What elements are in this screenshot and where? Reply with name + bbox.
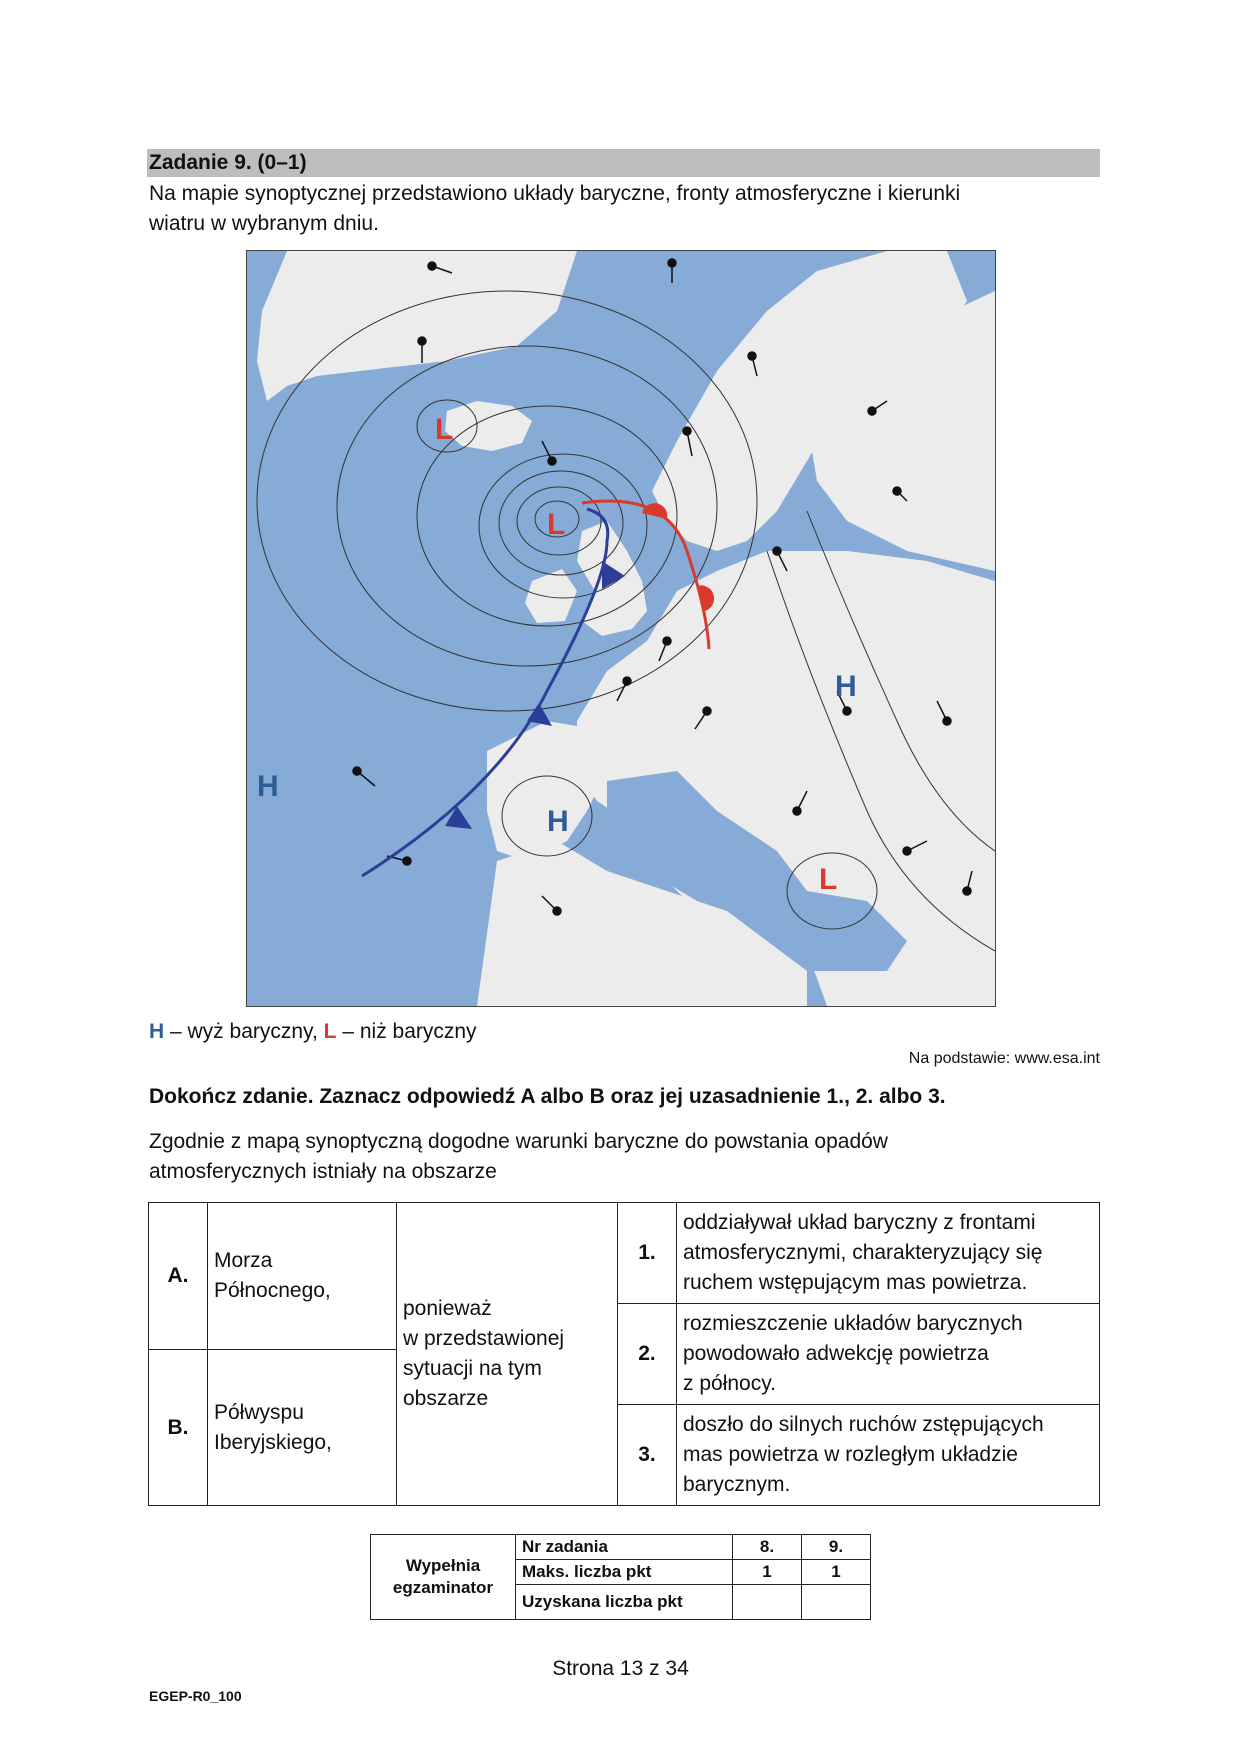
- task-instruction: Dokończ zdanie. Zaznacz odpowiedź A albo B oraz jej uzasadnienie 1., 2. albo 3.: [149, 1085, 946, 1108]
- reason-3-line-3: barycznym.: [683, 1473, 791, 1496]
- connector-line-1: ponieważ: [403, 1297, 492, 1320]
- reason-1-number[interactable]: 1.: [618, 1203, 677, 1304]
- legend-low-symbol: L: [323, 1020, 337, 1043]
- legend-low-text: – niż baryczny: [336, 1020, 477, 1043]
- high-label: H: [835, 670, 857, 703]
- low-label: L: [819, 863, 838, 896]
- row-max-points-label: Maks. liczba pkt: [516, 1560, 733, 1585]
- option-b-line-1: Półwyspu: [214, 1400, 304, 1424]
- reason-1-line-2: atmosferycznymi, charakteryzujący się: [683, 1241, 1043, 1264]
- reason-1-text[interactable]: [677, 1203, 1100, 1304]
- option-a-line-1: Morza: [214, 1249, 273, 1272]
- task-9-earned-points[interactable]: [802, 1585, 871, 1620]
- question-line-2: atmosferycznych istniały na obszarze: [149, 1160, 497, 1183]
- option-a-text[interactable]: [208, 1203, 397, 1350]
- reason-2-line-1: rozmieszczenie układów barycznych: [683, 1312, 1023, 1335]
- reason-1-line-3: ruchem wstępującym mas powietrza.: [683, 1271, 1028, 1294]
- task-title: Zadanie 9. (0–1): [147, 149, 1100, 177]
- connector-line-4: obszarze: [403, 1387, 489, 1410]
- reason-3-line-1: doszło do silnych ruchów zstępujących: [683, 1413, 1044, 1436]
- intro-line-2: wiatru w wybranym dniu.: [149, 212, 379, 235]
- exam-code: EGEP-R0_100: [149, 1688, 242, 1704]
- reason-3-line-2: mas powietrza w rozległym układzie: [683, 1443, 1018, 1466]
- legend-high-text: – wyż baryczny,: [164, 1020, 324, 1043]
- task-8-earned-points[interactable]: [733, 1585, 802, 1620]
- row-earned-points-label: Uzyskana liczba pkt: [516, 1585, 733, 1620]
- low-label: L: [435, 413, 454, 446]
- score-label: [371, 1535, 516, 1620]
- page-number: Strona 13 z 34: [552, 1657, 689, 1680]
- task-8-max-points: 1: [733, 1560, 802, 1585]
- reason-3-number[interactable]: 3.: [618, 1405, 677, 1506]
- question-line-1: Zgodnie z mapą synoptyczną dogodne warunki baryczne do powstania opadów: [149, 1130, 888, 1153]
- reason-2-text[interactable]: [677, 1304, 1100, 1405]
- task-9-max-points: 1: [802, 1560, 871, 1585]
- low-label: L: [547, 508, 566, 541]
- intro-line-1: Na mapie synoptycznej przedstawiono układy baryczne, fronty atmosferyczne i kierunki: [149, 182, 961, 205]
- score-label-line-2: egzaminator: [392, 1578, 494, 1597]
- answer-table: [148, 1202, 1100, 1506]
- option-a-line-2: Północnego,: [214, 1279, 331, 1302]
- map-legend: [149, 1020, 477, 1044]
- map-source: Na podstawie: www.esa.int: [908, 1050, 1100, 1067]
- reason-1-line-1: oddziaływał układ baryczny z frontami: [683, 1211, 1036, 1234]
- high-label: H: [547, 805, 569, 838]
- reason-2-line-3: z północy.: [683, 1372, 776, 1395]
- option-b-line-2: Iberyjskiego,: [214, 1430, 332, 1454]
- reason-2-number[interactable]: 2.: [618, 1304, 677, 1405]
- score-label-line-1: Wypełnia: [405, 1556, 481, 1575]
- row-task-number-label: Nr zadania: [516, 1535, 733, 1560]
- legend-high-symbol: H: [149, 1020, 165, 1043]
- connector-cell: [397, 1203, 618, 1506]
- task-9-number: 9.: [802, 1535, 871, 1560]
- high-label: H: [257, 770, 279, 803]
- reason-3-text[interactable]: [677, 1405, 1100, 1506]
- task-8-number: 8.: [733, 1535, 802, 1560]
- score-table: [370, 1534, 871, 1620]
- synoptic-map: [246, 250, 996, 1007]
- connector-line-2: w przedstawionej: [403, 1327, 565, 1350]
- option-b-letter[interactable]: B.: [149, 1350, 208, 1506]
- option-a-letter[interactable]: A.: [149, 1203, 208, 1350]
- option-b-text[interactable]: [208, 1350, 397, 1506]
- connector-line-3: sytuacji na tym: [403, 1357, 542, 1380]
- reason-2-line-2: powodowało adwekcję powietrza: [683, 1342, 989, 1365]
